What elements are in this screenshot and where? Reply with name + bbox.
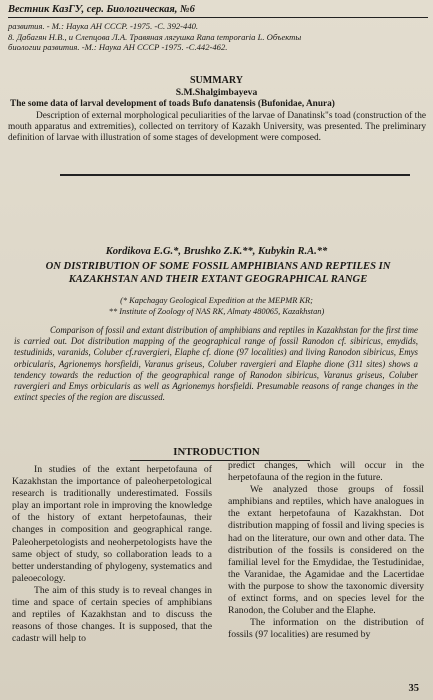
- article-title: ON DISTRIBUTION OF SOME FOSSIL AMPHIBIANS AND REPTILES IN KAZAKHSTAN AND THEIR EXTANT GEOGRAPHICAL RANGE: [45, 261, 391, 286]
- affiliation-line: ** Institute of Zoology of NAS RK, Almaty 480065, Kazakhstan): [108, 307, 325, 316]
- summary-body: Description of external morphological peculiarities of the larvae of Danatinsk"s toad (construction of the mouth apparatus and extremities), collected on territory of Kazakh University, was presented. The preliminary definition of larvae with illustration of some stages of development were composed.: [8, 111, 426, 144]
- summary-title: The some data of larval development of toads Bufo danatensis (Bufonidae, Anura): [10, 99, 335, 109]
- section-divider: [60, 174, 410, 176]
- page-number: 35: [408, 683, 419, 694]
- paragraph: predict changes, which will occur in the herpetofauna of the region in the future.: [228, 460, 424, 484]
- reference-line: биологии развития. -М.: Наука АН СССР -1975. -С.442-462.: [8, 42, 228, 52]
- summary-heading: SUMMARY: [190, 75, 243, 86]
- paragraph: We analyzed those groups of fossil amphibians and reptiles, which have analogues in the extant herpetofauna of Kazakhstan. Dot distribution mapping of fossil and living species is had on the literature, our own and other data. The distribution of the fossils is considered on the familial level for the Emydidae, the Testudinidae, the Varanidae, the Agamidae and the Lacertidae with the purpose to show the taxonomic diversity of extinct forms, and on species level for the Ranodon, the Coluber and the Elaphe.: [228, 484, 424, 617]
- introduction-heading: INTRODUCTION: [173, 446, 260, 458]
- paragraph: In studies of the extant herpetofauna of Kazakhstan the importance of paleoherpetological research is traditionally underestimated. Fossils play an important role in improving the knowledge of the history of extant herpetofaunas, their changes in composition and geographical range. Paleoherpetologists and neoherpetologists have the same object of study, so collaboration leads to a better understanding of phylogeny, systematics and paleoecology.: [12, 464, 212, 584]
- article-authors: Kordikova E.G.*, Brushko Z.K.**, Kubykin R.A.**: [105, 246, 328, 257]
- reference-line: развития. - М.: Наука АН СССР. -1975. -С. 392-440.: [8, 21, 199, 31]
- reference-list: [8, 21, 426, 53]
- paragraph: The aim of this study is to reveal changes in time and space of certain species of amphibians and reptiles of Kazakhstan and to discuss the reasons of those changes. It is supposed, that the cadastr will help to: [12, 584, 212, 645]
- summary-author: S.M.Shalgimbayeva: [175, 87, 258, 98]
- article-abstract: Comparison of fossil and extant distribution of amphibians and reptiles in Kazakhstan for the first time is carried out. Dot distribution mapping of the geographical range of fossil Ranodon cf. sibiricus, emydids, testudinids, varanids, Coluber cf.ravergieri, Elaphe cf. dione (97 localities) and living Ranodon sibiricus, Emys orbicularis, Agrionemys horsfieldi, Varanus griseus, Coluber ravergieri and Elaphe dione (311 sites) shows a tendency towards the reduction of the geographical range of Ranodon sibiricus, Varanus griseus, Coluber ravergieri and Emys orbicularis as well as Agrionemys horsfieldi. Presumable reasons of range changes in the extinct species of the region are discussed.: [14, 325, 418, 403]
- text-column-left: [12, 464, 212, 645]
- text-column-right: [228, 460, 424, 641]
- reference-line: 8. Дабагян Н.В., и Слепцова Л.А. Травяная лягушка Rana temporaria L. Объекты: [8, 31, 302, 42]
- running-header: Вестник КазГУ, сер. Биологическая, №6: [8, 4, 428, 18]
- affiliation-line: (* Kapchagay Geological Expedition at the MEPMR KR;: [120, 296, 313, 305]
- paragraph: The information on the distribution of fossils (97 localities) are resumed by: [228, 617, 424, 641]
